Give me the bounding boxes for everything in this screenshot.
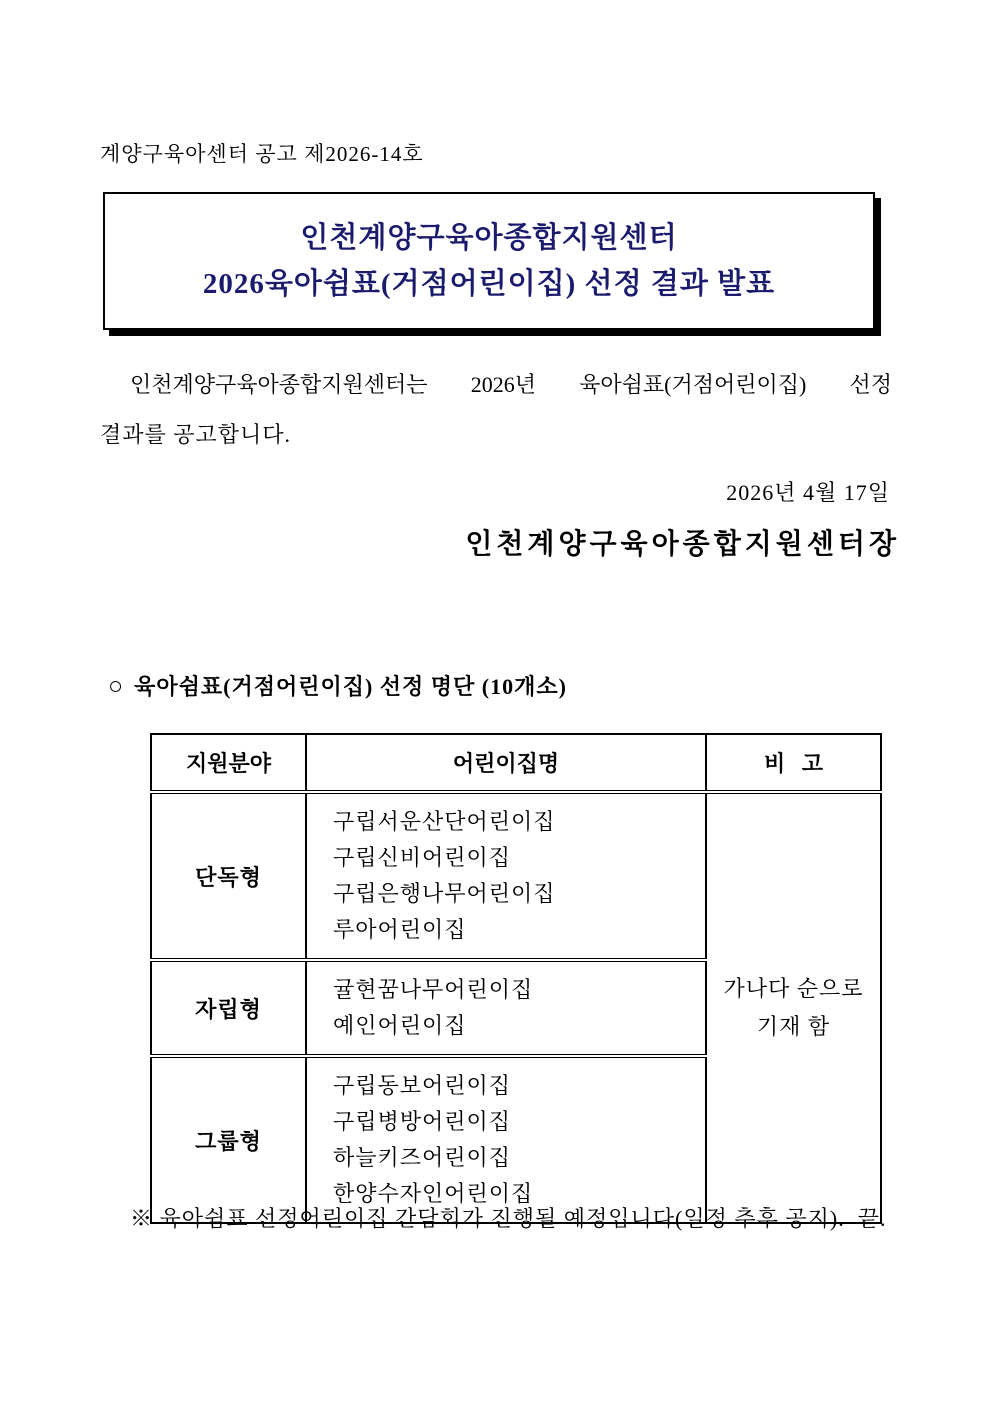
category-standalone: 단독형 — [151, 792, 306, 960]
center-name: 구립신비어린이집 — [333, 845, 512, 870]
center-name: 한양수자인어린이집 — [333, 1181, 534, 1206]
announcement-date: 2026년 4월 17일 — [726, 480, 890, 505]
center-name: 구립서운산단어린이집 — [333, 809, 556, 834]
table-row-standalone — [151, 792, 881, 960]
doc-number: 계양구육아센터 공고 제2026-14호 — [100, 142, 424, 166]
center-name: 구립병방어린이집 — [333, 1109, 512, 1134]
note-line-1: 가나다 순으로 — [723, 976, 864, 1001]
col-header-center-name: 어린이집명 — [306, 734, 706, 792]
center-name: 귤현꿈나무어린이집 — [333, 977, 534, 1002]
center-name: 루아어린이집 — [333, 917, 467, 942]
circle-bullet-icon: ○ — [108, 673, 125, 700]
col-header-note: 비 고 — [706, 734, 881, 792]
title-line-2: 2026육아쉼표(거점어린이집) 선정 결과 발표 — [202, 268, 776, 300]
center-name: 구립은행나무어린이집 — [333, 881, 556, 906]
body-paragraph — [100, 360, 892, 460]
centers-self-reliant — [306, 960, 706, 1056]
list-heading — [108, 670, 567, 701]
note-line-2: 기재 함 — [756, 1014, 831, 1039]
list-heading-text: 육아쉼표(거점어린이집) 선정 명단 (10개소) — [134, 674, 567, 699]
title-box — [103, 192, 875, 330]
signature: 인천계양구육아종합지원센터장 — [465, 529, 900, 560]
selection-table — [150, 733, 882, 1224]
center-name: 구립동보어린이집 — [333, 1073, 512, 1098]
body-line-2: 결과를 공고합니다. — [100, 422, 292, 447]
center-name: 예인어린이집 — [333, 1013, 467, 1038]
centers-group — [306, 1056, 706, 1223]
category-group: 그룹형 — [151, 1056, 306, 1223]
title-line-1: 인천계양구육아종합지원센터 — [300, 222, 678, 254]
table-header-row — [151, 734, 881, 792]
body-line-1: 인천계양구육아종합지원센터는 2026년 육아쉼표(거점어린이집) 선정 — [130, 372, 892, 397]
center-name: 하늘키즈어린이집 — [333, 1145, 512, 1170]
col-header-category: 지원분야 — [151, 734, 306, 792]
centers-standalone — [306, 792, 706, 960]
category-self-reliant: 자립형 — [151, 960, 306, 1056]
note-cell — [706, 792, 881, 1223]
footnote: ※ 육아쉼표 선정어린이집 간담회가 진행될 예정입니다(일정 추후 공지). 끝. — [130, 1206, 887, 1231]
